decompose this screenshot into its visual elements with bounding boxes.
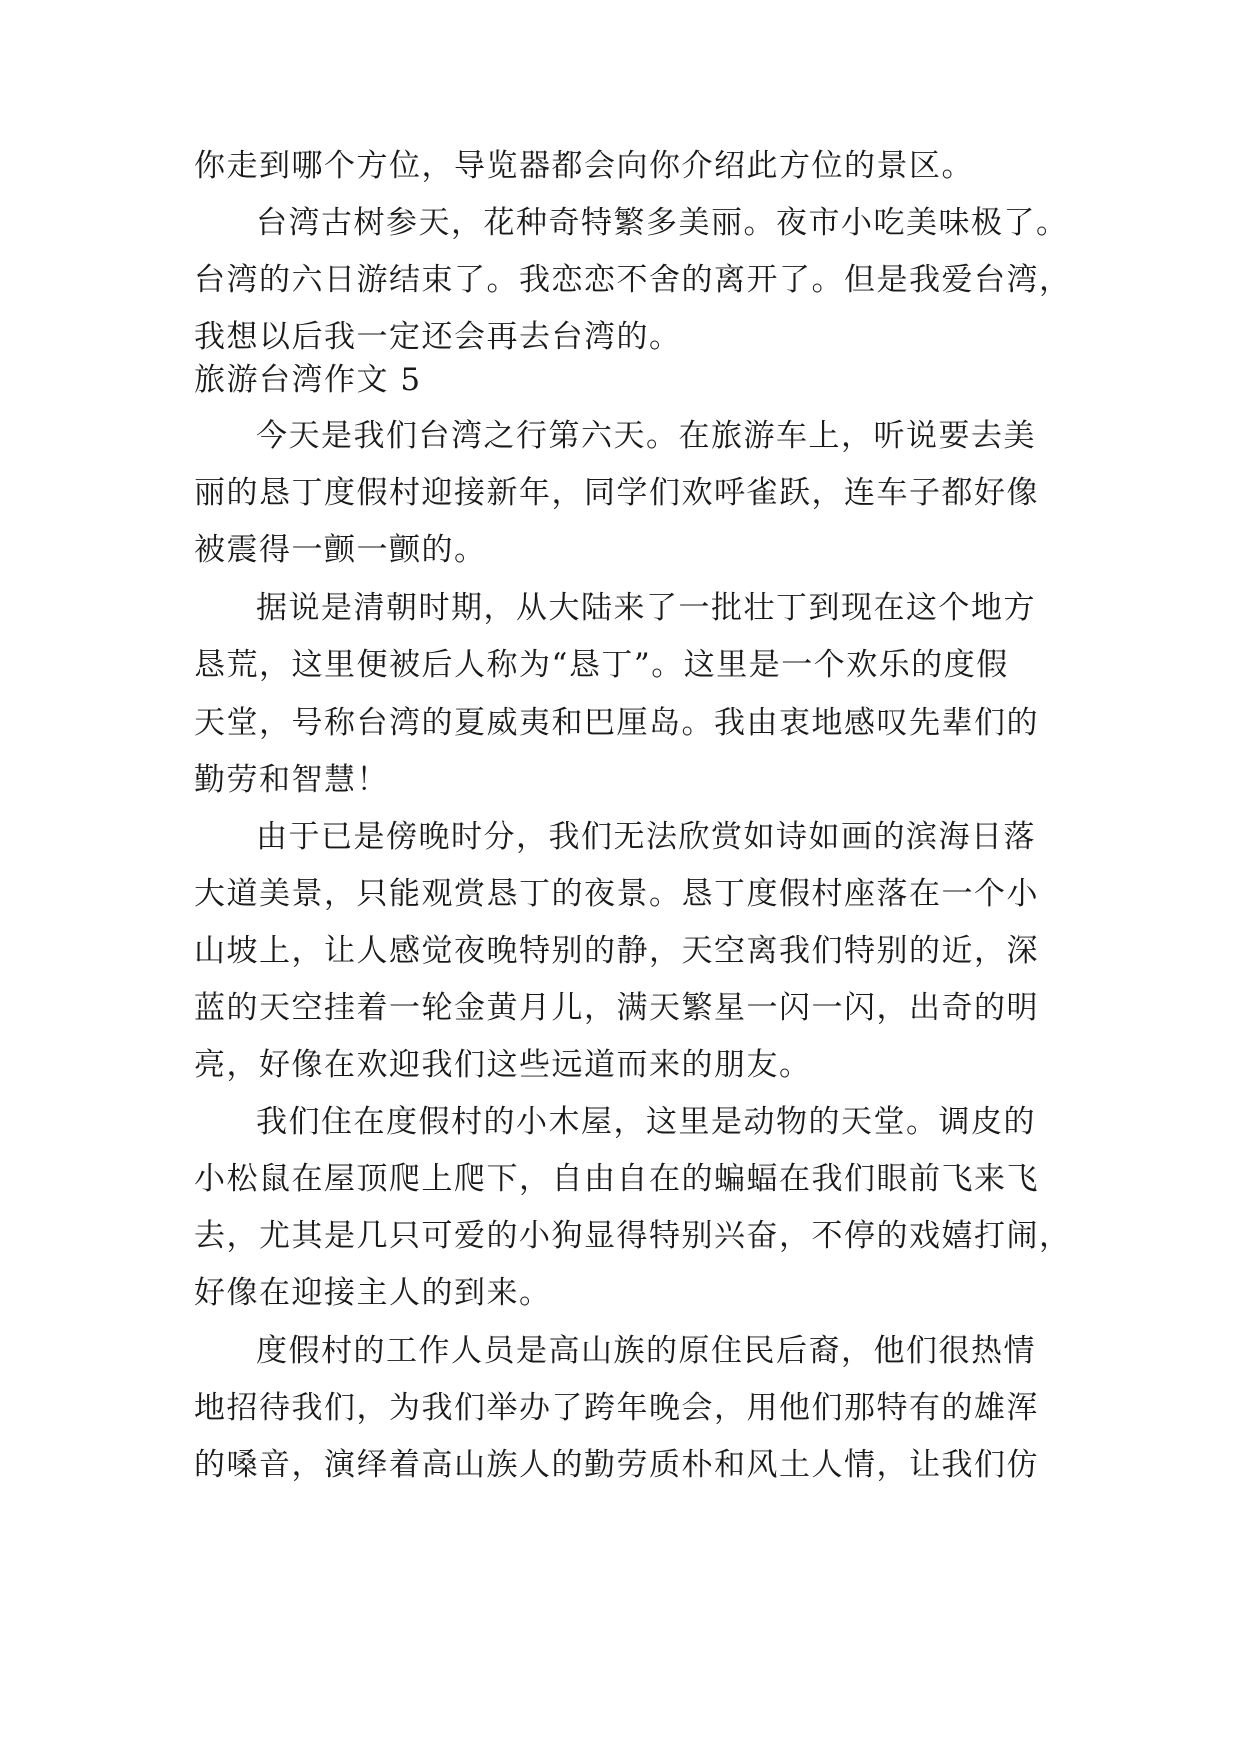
paragraph-line: 大道美景，只能观赏恳丁的夜景。恳丁度假村座落在一个小 xyxy=(194,876,1039,912)
paragraph-line: 小松鼠在屋顶爬上爬下，自由自在的蝙蝠在我们眼前飞来飞 xyxy=(194,1161,1039,1197)
paragraph-line: 好像在迎接主人的到来。 xyxy=(194,1275,552,1311)
paragraph-line: 地招待我们，为我们举办了跨年晚会，用他们那特有的雄浑 xyxy=(194,1390,1039,1426)
paragraph-line: 山坡上，让人感觉夜晚特别的静，天空离我们特别的近，深 xyxy=(194,933,1039,969)
paragraph-line: 你走到哪个方位，导览器都会向你介绍此方位的景区。 xyxy=(194,148,974,184)
paragraph-line: 由于已是傍晚时分，我们无法欣赏如诗如画的滨海日落 xyxy=(256,819,1036,855)
paragraph-line: 勤劳和智慧！ xyxy=(194,762,389,798)
paragraph-line: 被震得一颤一颤的。 xyxy=(194,532,487,568)
paragraph-line: 蓝的天空挂着一轮金黄月儿，满天繁星一闪一闪，出奇的明 xyxy=(194,990,1039,1026)
paragraph-line: 丽的恳丁度假村迎接新年，同学们欢呼雀跃，连车子都好像 xyxy=(194,475,1039,511)
paragraph-line: 天堂，号称台湾的夏威夷和巴厘岛。我由衷地感叹先辈们的 xyxy=(194,705,1039,741)
paragraph-line: 台湾古树参天，花种奇特繁多美丽。夜市小吃美味极了。 xyxy=(256,205,1069,241)
paragraph-line: 今天是我们台湾之行第六天。在旅游车上，听说要去美 xyxy=(256,418,1036,454)
paragraph-line: 我想以后我一定还会再去台湾的。 xyxy=(194,319,682,355)
paragraph-line: 恳荒，这里便被后人称为“恳丁”。这里是一个欢乐的度假 xyxy=(194,647,1009,683)
paragraph-line: 我们住在度假村的小木屋，这里是动物的天堂。调皮的 xyxy=(256,1104,1036,1140)
paragraph-line: 据说是清朝时期，从大陆来了一批壮丁到现在这个地方 xyxy=(256,590,1036,626)
paragraph-line: 台湾的六日游结束了。我恋恋不舍的离开了。但是我爱台湾， xyxy=(194,262,1072,298)
document-page xyxy=(194,0,1072,1754)
paragraph-line: 亮，好像在欢迎我们这些远道而来的朋友。 xyxy=(194,1047,812,1083)
paragraph-line: 的嗓音，演绎着高山族人的勤劳质朴和风土人情，让我们仿 xyxy=(194,1447,1039,1483)
section-heading: 旅游台湾作文 5 xyxy=(194,362,422,398)
paragraph-line: 去，尤其是几只可爱的小狗显得特别兴奋，不停的戏嬉打闹， xyxy=(194,1218,1072,1254)
paragraph-line: 度假村的工作人员是高山族的原住民后裔，他们很热情 xyxy=(256,1333,1036,1369)
